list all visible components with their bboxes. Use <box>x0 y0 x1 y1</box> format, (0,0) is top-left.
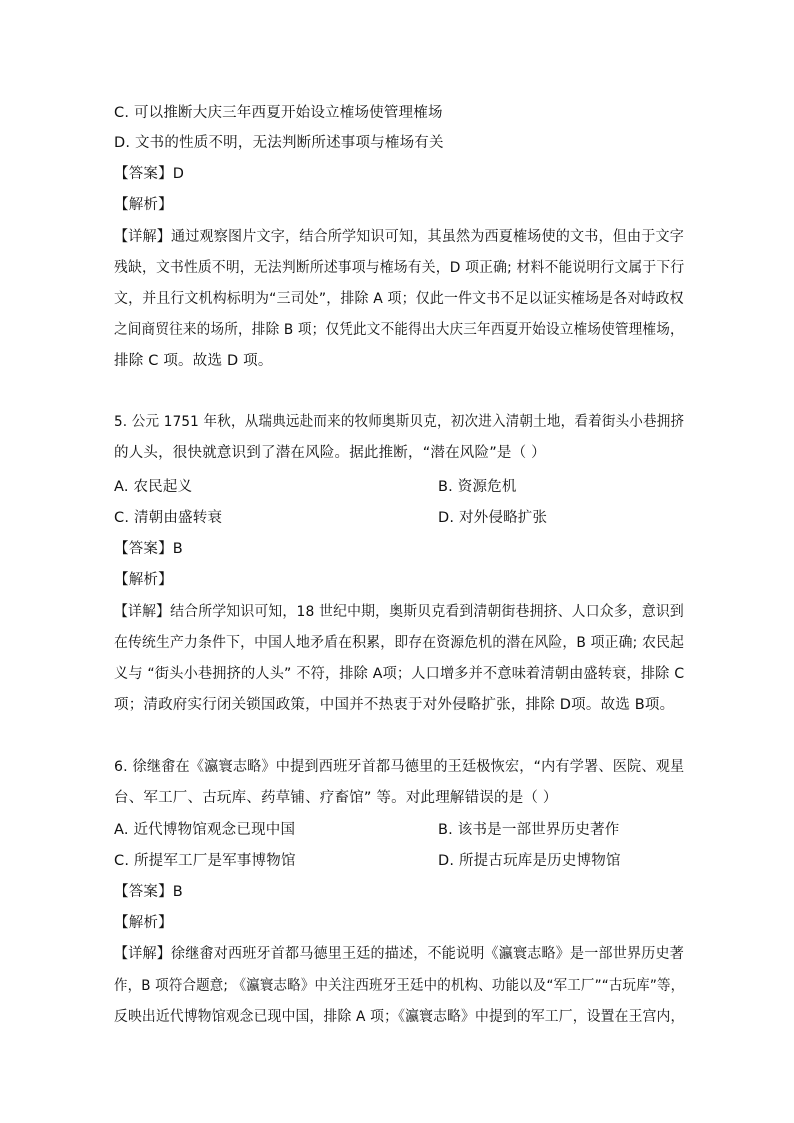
q6-detail-line: 反映出近代博物馆观念已现中国，排除 A 项；《瀛寰志略》中提到的军工厂，设置在王宫内， <box>114 1009 685 1025</box>
q6-option-b: B. 该书是一部世界历史著作 <box>438 822 620 838</box>
q6-option-d: D. 所提古玩库是历史博物馆 <box>438 853 621 869</box>
q4-detail-line: 文，并且行文机构标明为“三司处”，排除 A 项；仅此一件文书不足以证实榷场是各对峙政权 <box>114 291 684 307</box>
q6-analysis-label: 【解析】 <box>114 915 173 931</box>
q5-analysis-label: 【解析】 <box>114 572 173 588</box>
q5-detail-line: 项；清政府实行闭关锁国政策，中国并不热衷于对外侵略扩张，排除 D项。故选 B项。 <box>114 697 675 713</box>
q5-stem-line: 的人头，很快就意识到了潜在风险。据此推断，“潜在风险”是（ ） <box>114 445 546 461</box>
q4-detail-line: 【详解】通过观察图片文字，结合所学知识可知，其虽然为西夏榷场使的文书，但由于文字 <box>114 229 684 245</box>
q6-stem-line: 6. 徐继畬在《瀛寰志略》中提到西班牙首都马德里的王廷极恢宏，“内有学署、医院、观星 <box>114 759 685 775</box>
q5-option-b: B. 资源危机 <box>438 479 517 495</box>
q4-option-d: D. 文书的性质不明，无法判断所述事项与榷场有关 <box>114 135 444 151</box>
q6-option-c: C. 所提军工厂是军事博物馆 <box>114 853 296 869</box>
q5-option-d: D. 对外侵略扩张 <box>438 510 548 526</box>
q4-detail-line: 之间商贸往来的场所，排除 B 项；仅凭此文不能得出大庆三年西夏开始设立榷场使管理榷场， <box>114 322 684 338</box>
q5-detail-line: 【详解】结合所学知识可知，18 世纪中期，奥斯贝克看到清朝街巷拥挤、人口众多，意识到 <box>114 604 684 620</box>
q4-detail-line: 残缺，文书性质不明，无法判断所述事项与榷场有关，D 项正确; 材料不能说明行文属于下行 <box>114 260 685 276</box>
q5-option-c: C. 清朝由盛转衰 <box>114 510 223 526</box>
q4-answer: 【答案】D <box>114 166 185 182</box>
q5-answer: 【答案】B <box>114 541 183 557</box>
q6-detail-line: 【详解】徐继畬对西班牙首都马德里王廷的描述，不能说明《瀛寰志略》是一部世界历史著 <box>114 946 684 962</box>
q5-stem-line: 5. 公元 1751 年秋，从瑞典远赴而来的牧师奥斯贝克，初次进入清朝土地，看着街头小巷拥挤 <box>114 414 685 430</box>
q6-detail-line: 作，B 项符合题意; 《瀛寰志略》中关注西班牙王廷中的机构、功能以及“军工厂”“古玩库”等， <box>114 978 685 994</box>
q6-option-a: A. 近代博物馆观念已现中国 <box>114 822 296 838</box>
q4-option-c: C. 可以推断大庆三年西夏开始设立榷场使管理榷场 <box>114 105 443 121</box>
q5-option-a: A. 农民起义 <box>114 479 193 495</box>
q4-detail-line: 排除 C 项。故选 D 项。 <box>114 353 273 369</box>
q5-detail-line: 在传统生产力条件下，中国人地矛盾在积累，即存在资源危机的潜在风险，B 项正确; 农民起 <box>114 635 685 651</box>
q6-stem-line: 台、军工厂、古玩库、药草铺、疗畜馆” 等。对此理解错误的是（ ） <box>114 790 558 806</box>
q5-detail-line: 义与 “街头小巷拥挤的人头” 不符，排除 A项；人口增多并不意味着清朝由盛转衰，排除 C <box>114 666 685 682</box>
q6-answer: 【答案】B <box>114 884 183 900</box>
q4-analysis-label: 【解析】 <box>114 197 173 213</box>
